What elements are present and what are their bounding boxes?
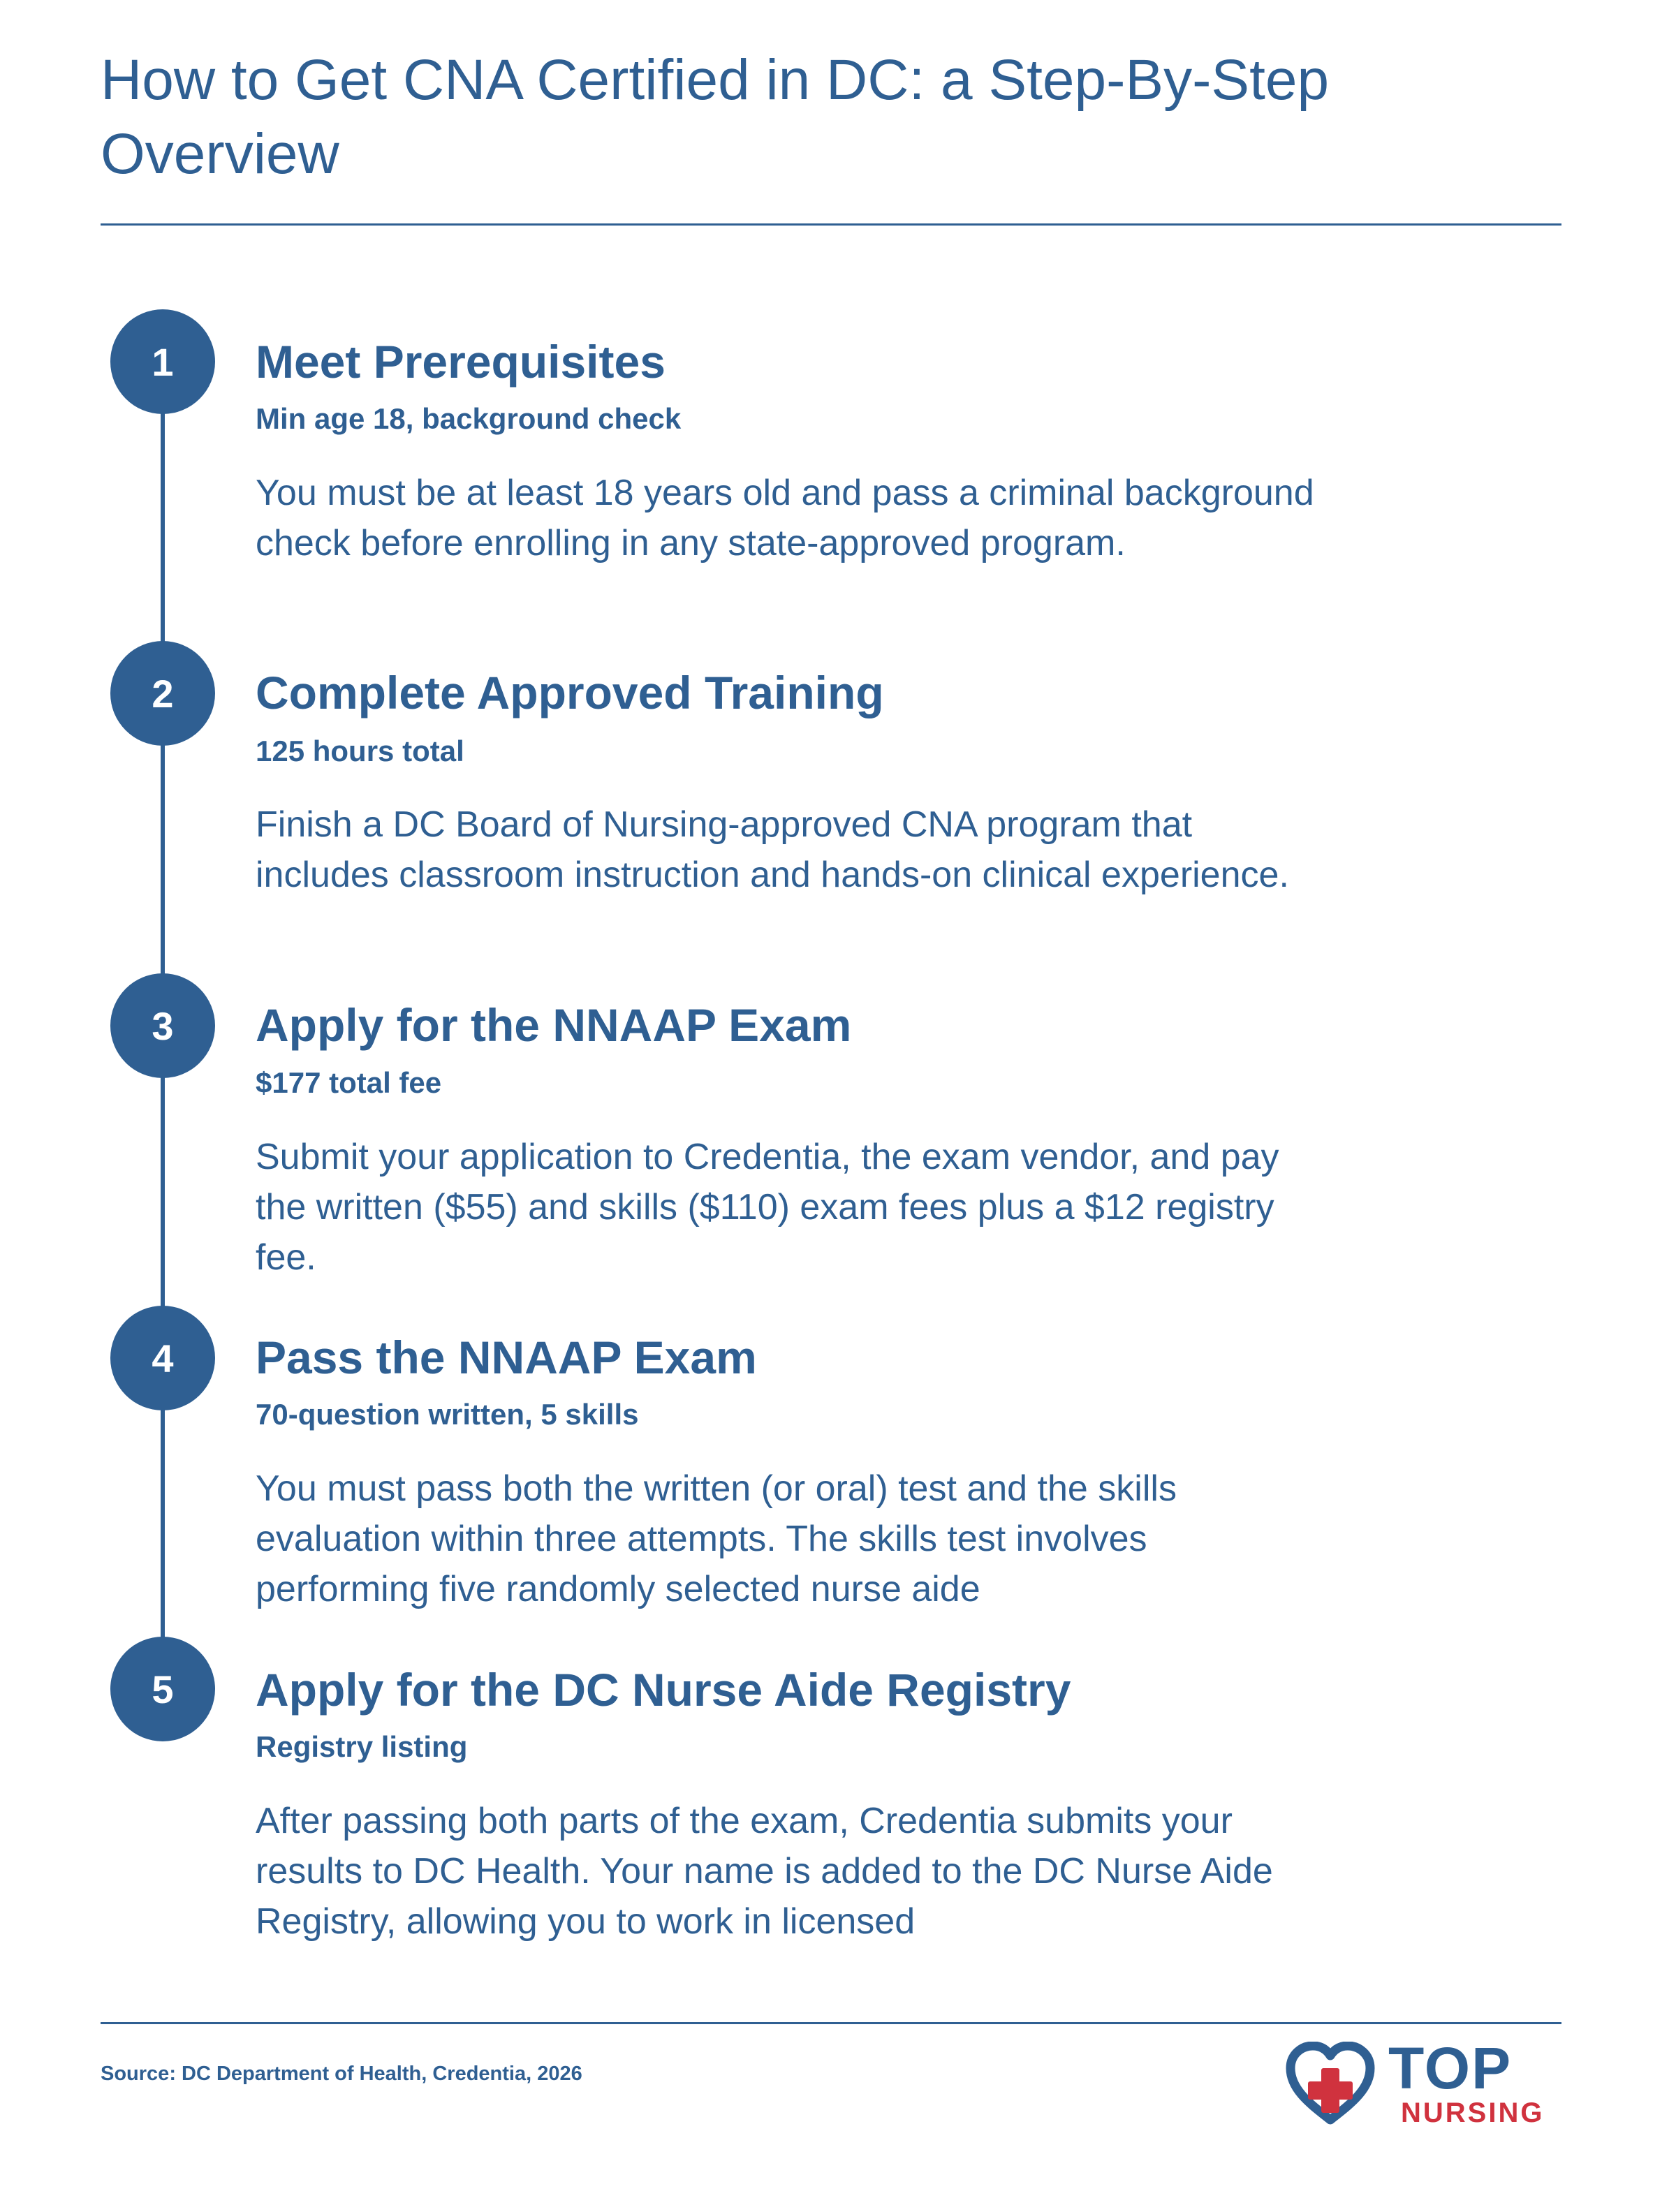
step-description: You must pass both the written (or oral) test and the skills evaluation within three attempts. The skills test involves performing five randomly selected nurse aide xyxy=(256,1468,1177,1609)
timeline-connector-1-2 xyxy=(161,405,165,665)
step-number-badge: 5 xyxy=(110,1637,215,1741)
step-subheading: Registry listing xyxy=(256,1730,468,1763)
footer-divider xyxy=(101,2022,1561,2024)
step-heading: Meet Prerequisites xyxy=(256,336,666,388)
step-heading: Pass the NNAAP Exam xyxy=(256,1332,757,1383)
step-heading: Apply for the DC Nurse Aide Registry xyxy=(256,1664,1071,1716)
step-number-badge: 3 xyxy=(110,973,215,1078)
step-number-badge: 1 xyxy=(110,309,215,414)
step-description: Submit your application to Credentia, the exam vendor, and pay the written ($55) and skills ($110) exam fees plus a $12 registry fee. xyxy=(256,1137,1279,1278)
step-heading: Complete Approved Training xyxy=(256,667,884,718)
step-description: Finish a DC Board of Nursing-approved CNA program that includes classroom instruction and hands-on clinical experience. xyxy=(256,804,1289,895)
heart-cross-icon xyxy=(1285,2042,1376,2125)
top-nursing-logo xyxy=(1285,2035,1564,2145)
logo-word-top: TOP xyxy=(1388,2035,1513,2101)
step-heading: Apply for the NNAAP Exam xyxy=(256,999,852,1051)
step-subheading: $177 total fee xyxy=(256,1066,442,1099)
step-number-badge: 2 xyxy=(110,641,215,746)
step-subheading: Min age 18, background check xyxy=(256,402,682,435)
step-description: After passing both parts of the exam, Credentia submits your results to DC Health. Your name is added to the DC Nurse Aide Registry, allowing you to work in licensed xyxy=(256,1801,1273,1942)
step-subheading: 125 hours total xyxy=(256,735,464,767)
timeline-connector-2-3 xyxy=(161,736,165,997)
timeline-connector-4-5 xyxy=(161,1401,165,1660)
logo-word-nursing: NURSING xyxy=(1401,2097,1545,2128)
source-citation: Source: DC Department of Health, Credentia, 2026 xyxy=(101,2063,582,2085)
page-title: How to Get CNA Certified in DC: a Step-By-Step Overview xyxy=(101,48,1330,186)
step-subheading: 70-question written, 5 skills xyxy=(256,1398,639,1431)
step-number-badge: 4 xyxy=(110,1306,215,1410)
step-description: You must be at least 18 years old and pass a criminal background check before enrolling in any state-approved program. xyxy=(256,473,1314,563)
title-divider xyxy=(101,223,1561,226)
timeline-connector-3-4 xyxy=(161,1068,165,1329)
